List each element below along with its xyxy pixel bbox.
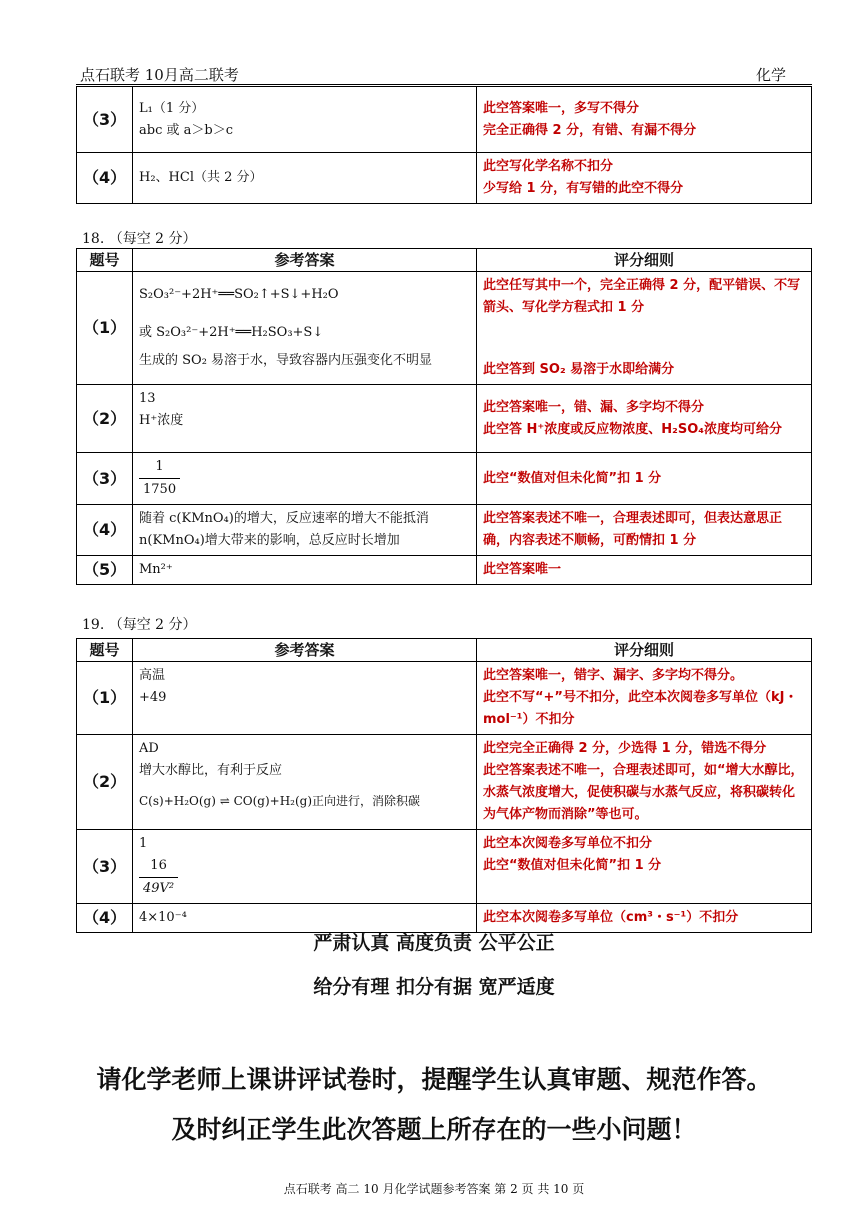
rule-line: 此空本次阅卷多写单位不扣分 bbox=[483, 836, 653, 851]
table-row bbox=[77, 272, 812, 385]
fraction bbox=[139, 456, 180, 501]
question-number: （1） bbox=[77, 662, 133, 735]
rule-cell bbox=[477, 453, 812, 505]
header-answer: 参考答案 bbox=[133, 249, 477, 272]
table-row bbox=[77, 453, 812, 505]
header-divider bbox=[76, 84, 812, 85]
rule-cell: 此空本次阅卷多写单位（cm³・s⁻¹）不扣分 bbox=[477, 904, 812, 933]
header-left: 点石联考 10月高二联考 bbox=[80, 66, 239, 84]
question-number: （4） bbox=[77, 505, 133, 556]
table-row bbox=[77, 385, 812, 453]
answer-cell: 4×10⁻⁴ bbox=[133, 904, 477, 933]
rule-cell: 此空答案表述不唯一，合理表述即可，但表达意思正确，内容表述不顺畅，可酌情扣 1 分 bbox=[477, 505, 812, 556]
table-row bbox=[77, 830, 812, 904]
answer-cell bbox=[133, 153, 477, 204]
q19-title: 19. （每空 2 分） bbox=[82, 617, 197, 633]
answer-line: 1 bbox=[139, 836, 148, 851]
rule-line: 少写给 1 分，有写错的此空不得分 bbox=[483, 181, 684, 196]
answer-cell bbox=[133, 453, 477, 505]
rule-line: 此空答案唯一，错、漏、多字均不得分 bbox=[483, 399, 705, 415]
answer-line: AD bbox=[139, 741, 159, 756]
header-right: 化学 bbox=[755, 66, 786, 84]
rule-cell bbox=[477, 385, 812, 453]
answer-line: 增大水醇比，有利于反应 bbox=[139, 763, 283, 778]
notice-line-1: 请化学老师上课讲评试卷时，提醒学生认真审题、规范作答。 bbox=[96, 1065, 772, 1094]
rule-line: 此空不写“+”号不扣分，此空本次阅卷多写单位（kJ・mol⁻¹）不扣分 bbox=[483, 690, 798, 727]
rule-cell bbox=[477, 830, 812, 904]
q17-table bbox=[76, 86, 812, 204]
rule-line: 此空答案唯一，错字、漏字、多字均不得分。 bbox=[483, 668, 744, 683]
header-rule: 评分细则 bbox=[477, 639, 812, 662]
answer-line: +49 bbox=[139, 690, 167, 705]
rule-cell bbox=[477, 153, 812, 204]
rule-line: 此空答案唯一，多写不得分 bbox=[483, 100, 640, 116]
fraction-denominator: 1750 bbox=[143, 482, 177, 497]
header-rule: 评分细则 bbox=[477, 249, 812, 272]
answer-line: 生成的 SO₂ 易溶于水，导致容器内压强变化不明显 bbox=[139, 353, 433, 368]
answer-cell bbox=[133, 87, 477, 153]
table-header-row bbox=[77, 639, 812, 662]
rule-line: 完全正确得 2 分，有错、有漏不得分 bbox=[483, 122, 697, 138]
answer-cell bbox=[133, 272, 477, 385]
fraction bbox=[139, 855, 178, 900]
motto-line-1: 严肃认真 高度负责 公平公正 bbox=[313, 932, 555, 954]
rule-line: 此空答案表述不唯一，合理表述即可，如“增大水醇比，水蒸气浓度增大，促使积碳与水蒸气反应，将积碳转化为气体产物而消除”等也可。 bbox=[483, 763, 804, 822]
question-number: （2） bbox=[77, 735, 133, 830]
question-number: （1） bbox=[77, 272, 133, 385]
equation-1: S₂O₃²⁻+2H⁺══SO₂↑+S↓+H₂O bbox=[139, 287, 339, 302]
rule-cell bbox=[477, 87, 812, 153]
q18-title: 18. （每空 2 分） bbox=[82, 231, 197, 247]
equation-2: 或 S₂O₃²⁻+2H⁺══H₂SO₃+S↓ bbox=[139, 325, 324, 340]
answer-cell: Mn²⁺ bbox=[133, 556, 477, 585]
answer-cell: 随着 c(KMnO₄)的增大，反应速率的增大不能抵消 n(KMnO₄)增大带来的影响，总反应时长增加 bbox=[133, 505, 477, 556]
question-number: （4） bbox=[77, 153, 133, 204]
answer-line: H⁺浓度 bbox=[139, 413, 184, 428]
rule-cell bbox=[477, 272, 812, 385]
table-row bbox=[77, 87, 812, 153]
answer-line: abc 或 a＞b＞c bbox=[139, 122, 233, 138]
table-row bbox=[77, 735, 812, 830]
rule-line: 此空任写其中一个，完全正确得 2 分，配平错误、不写箭头、写化学方程式扣 1 分 bbox=[483, 278, 801, 315]
answer-line: 高温 bbox=[139, 668, 166, 683]
header-number: 题号 bbox=[77, 639, 133, 662]
rule-line: 此空答 H⁺浓度或反应物浓度、H₂SO₄浓度均可给分 bbox=[483, 421, 782, 437]
rule-cell bbox=[477, 735, 812, 830]
rule-line: 此空“数值对但未化简”扣 1 分 bbox=[483, 858, 662, 873]
rule-cell: 此空答案唯一 bbox=[477, 556, 812, 585]
answer-cell bbox=[133, 830, 477, 904]
answer-cell bbox=[133, 662, 477, 735]
answer-cell bbox=[133, 735, 477, 830]
question-number: （3） bbox=[77, 830, 133, 904]
rule-cell bbox=[477, 662, 812, 735]
q18-table bbox=[76, 248, 812, 585]
equation: C(s)+H₂O(g) ⇌ CO(g)+H₂(g)正向进行，消除积碳 bbox=[139, 794, 421, 808]
rule-line: 此空完全正确得 2 分，少选得 1 分，错选不得分 bbox=[483, 741, 767, 756]
motto-line-2: 给分有理 扣分有据 宽严适度 bbox=[313, 976, 555, 998]
rule-line: 此空写化学名称不扣分 bbox=[483, 159, 614, 174]
answer-cell bbox=[133, 385, 477, 453]
page-footer: 点石联考 高二 10 月化学试题参考答案 第 2 页 共 10 页 bbox=[283, 1182, 585, 1196]
table-header-row bbox=[77, 249, 812, 272]
fraction-numerator: 16 bbox=[139, 855, 178, 878]
answer-line: H₂、HCl（共 2 分） bbox=[139, 170, 263, 185]
answer-line: L₁（1 分） bbox=[139, 100, 205, 116]
answer-line: 13 bbox=[139, 391, 156, 406]
question-number: （4） bbox=[77, 904, 133, 933]
table-row bbox=[77, 505, 812, 556]
fraction-numerator: 1 bbox=[139, 456, 180, 479]
question-number: （3） bbox=[77, 453, 133, 505]
table-row bbox=[77, 662, 812, 735]
header-number: 题号 bbox=[77, 249, 133, 272]
rule-line: 此空答到 SO₂ 易溶于水即给满分 bbox=[483, 362, 675, 377]
table-row bbox=[77, 556, 812, 585]
q19-table bbox=[76, 638, 812, 933]
notice-line-2: 及时纠正学生此次答题上所存在的一些小问题！ bbox=[171, 1115, 697, 1144]
rule-line: 此空“数值对但未化简”扣 1 分 bbox=[483, 470, 662, 486]
question-number: （3） bbox=[77, 87, 133, 153]
question-number: （5） bbox=[77, 556, 133, 585]
table-row bbox=[77, 153, 812, 204]
fraction-denominator: 49V² bbox=[143, 881, 175, 896]
question-number: （2） bbox=[77, 385, 133, 453]
header-answer: 参考答案 bbox=[133, 639, 477, 662]
